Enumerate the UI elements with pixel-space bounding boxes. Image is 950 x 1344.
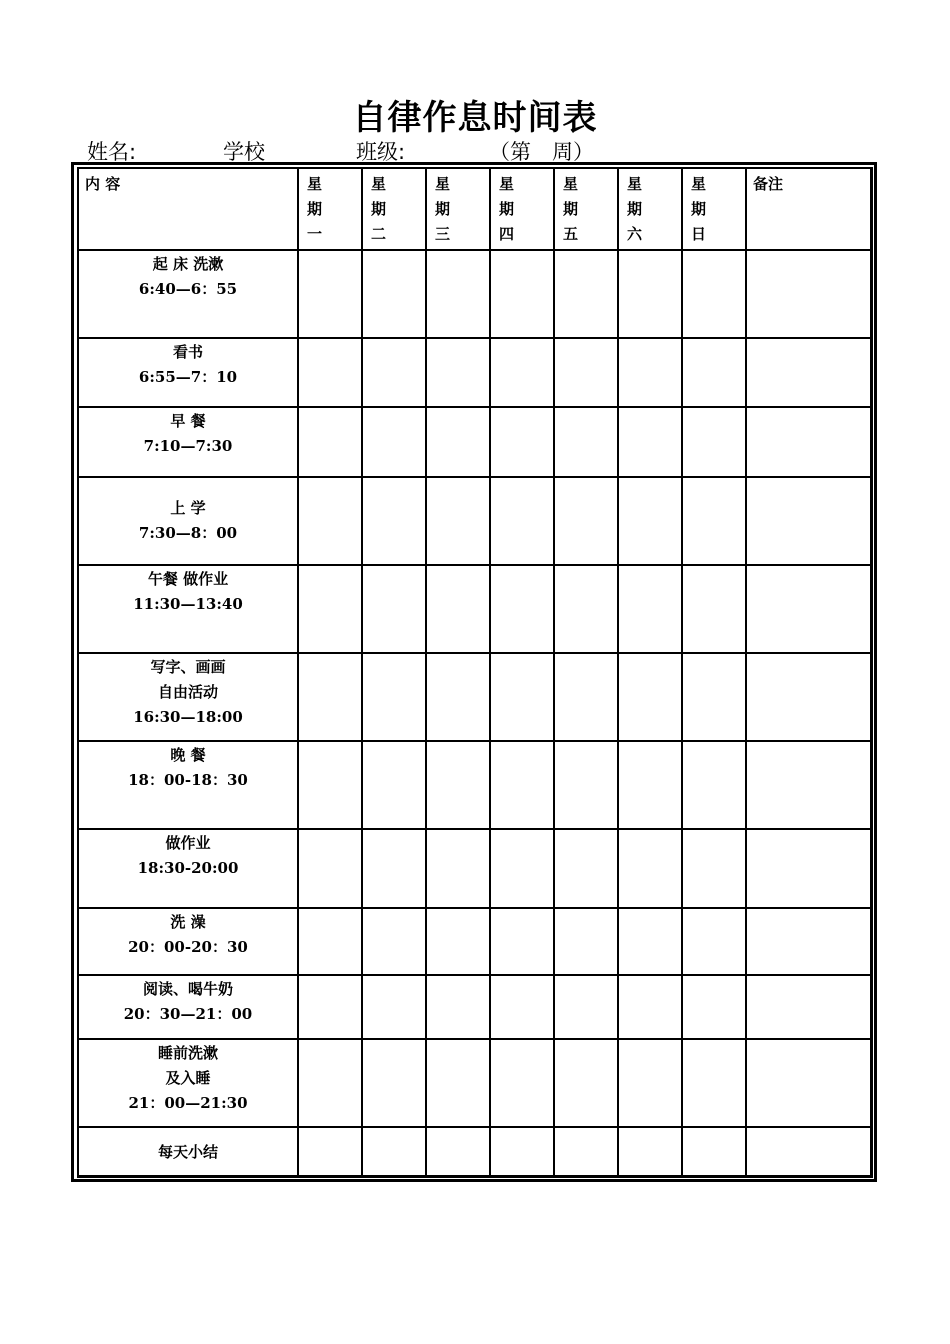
activity-text: 6:40—6：55 [138,280,238,298]
check-cell-tue[interactable] [362,1127,426,1177]
name-label: 姓名: [87,140,137,164]
day-header-tue: 星 期 二 [362,168,426,250]
check-cell-mon[interactable] [298,908,362,975]
notes-cell[interactable] [746,477,872,565]
check-cell-wed[interactable] [426,829,490,908]
table-row [78,1127,872,1177]
activity-cell [78,829,298,908]
check-cell-wed[interactable] [426,1127,490,1177]
check-cell-mon[interactable] [298,477,362,565]
student-info-line [87,136,593,163]
activity-cell [78,407,298,477]
check-cell-wed[interactable] [426,1039,490,1127]
check-cell-tue[interactable] [362,477,426,565]
activity-text: 6:55—7：10 [138,368,238,386]
check-cell-wed[interactable] [426,477,490,565]
check-cell-tue[interactable] [362,407,426,477]
activity-text: 睡前洗漱 [157,1044,218,1062]
table-row [78,653,872,741]
check-cell-thu[interactable] [490,908,554,975]
check-cell-sun[interactable] [682,1127,746,1177]
notes-cell[interactable] [746,565,872,653]
notes-cell[interactable] [746,829,872,908]
check-cell-sun[interactable] [682,565,746,653]
day-header-fri: 星 期 五 [554,168,618,250]
check-cell-fri[interactable] [554,1127,618,1177]
check-cell-mon[interactable] [298,653,362,741]
check-cell-mon[interactable] [298,338,362,407]
check-cell-thu[interactable] [490,407,554,477]
check-cell-fri[interactable] [554,908,618,975]
table-row [78,1039,872,1127]
activity-text: 写字、画画 [150,658,226,676]
check-cell-sat[interactable] [618,829,682,908]
check-cell-fri[interactable] [554,565,618,653]
check-cell-sat[interactable] [618,1127,682,1177]
check-cell-mon[interactable] [298,1127,362,1177]
activity-text: 晚 餐 [170,746,206,764]
check-cell-mon[interactable] [298,1039,362,1127]
activity-cell [78,477,298,565]
check-cell-mon[interactable] [298,565,362,653]
day-header-sun: 星 期 日 [682,168,746,250]
activity-text: 上 学 [170,499,206,517]
activity-text: 午餐 做作业 [147,570,229,588]
header-row [78,168,872,250]
school-label: 学校 [223,140,265,164]
notes-cell[interactable] [746,653,872,741]
check-cell-thu[interactable] [490,1039,554,1127]
activity-text: 阅读、喝牛奶 [142,980,233,998]
notes-cell[interactable] [746,741,872,829]
day-header-sat: 星 期 六 [618,168,682,250]
check-cell-fri[interactable] [554,477,618,565]
check-cell-tue[interactable] [362,250,426,338]
check-cell-thu[interactable] [490,1127,554,1177]
notes-cell[interactable] [746,908,872,975]
activity-text: 做作业 [165,834,211,852]
activity-text: 早 餐 [170,412,206,430]
notes-cell[interactable] [746,338,872,407]
activity-text: 16:30—18:00 [133,708,243,726]
day-header-wed: 星 期 三 [426,168,490,250]
activity-cell [78,908,298,975]
check-cell-sun[interactable] [682,338,746,407]
activity-text: 每天小结 [157,1143,218,1161]
check-cell-sat[interactable] [618,741,682,829]
check-cell-tue[interactable] [362,565,426,653]
page-title: 自律作息时间表 [352,98,598,138]
notes-cell[interactable] [746,250,872,338]
check-cell-fri[interactable] [554,338,618,407]
activity-text: 21：00—21:30 [128,1094,248,1112]
check-cell-wed[interactable] [426,338,490,407]
check-cell-wed[interactable] [426,250,490,338]
check-cell-fri[interactable] [554,741,618,829]
activity-text: 11:30—13:40 [133,595,243,613]
notes-cell[interactable] [746,1127,872,1177]
activity-cell [78,741,298,829]
notes-cell[interactable] [746,407,872,477]
activity-text: 起 床 洗漱 [152,255,224,273]
check-cell-fri[interactable] [554,1039,618,1127]
table-row [78,741,872,829]
activity-cell [78,338,298,407]
activity-text: 7:30—8：00 [138,524,238,542]
day-header-mon: 星 期 一 [298,168,362,250]
check-cell-sun[interactable] [682,407,746,477]
activity-cell [78,975,298,1039]
activity-text: 18：00-18：30 [128,771,248,789]
check-cell-tue[interactable] [362,975,426,1039]
table-row [78,908,872,975]
check-cell-sun[interactable] [682,477,746,565]
check-cell-sun[interactable] [682,975,746,1039]
check-cell-thu[interactable] [490,975,554,1039]
check-cell-wed[interactable] [426,565,490,653]
check-cell-sat[interactable] [618,908,682,975]
notes-header: 备注 [746,168,872,250]
notes-cell[interactable] [746,975,872,1039]
table-row [78,829,872,908]
check-cell-mon[interactable] [298,975,362,1039]
check-cell-fri[interactable] [554,829,618,908]
check-cell-sun[interactable] [682,653,746,741]
content-header: 内 容 [78,168,298,250]
activity-text: 及入睡 [165,1069,211,1087]
check-cell-mon[interactable] [298,407,362,477]
check-cell-wed[interactable] [426,975,490,1039]
check-cell-fri[interactable] [554,653,618,741]
check-cell-tue[interactable] [362,338,426,407]
check-cell-tue[interactable] [362,908,426,975]
check-cell-sat[interactable] [618,407,682,477]
check-cell-sun[interactable] [682,1039,746,1127]
check-cell-sat[interactable] [618,1039,682,1127]
activity-text: 18:30-20:00 [137,859,239,877]
activity-text: 自由活动 [157,683,218,701]
check-cell-fri[interactable] [554,407,618,477]
check-cell-wed[interactable] [426,908,490,975]
activity-cell [78,565,298,653]
notes-cell[interactable] [746,1039,872,1127]
table-row [78,477,872,565]
check-cell-sun[interactable] [682,908,746,975]
check-cell-thu[interactable] [490,829,554,908]
activity-text: 20：30—21：00 [123,1005,253,1023]
activity-text: 看书 [172,343,203,361]
check-cell-thu[interactable] [490,338,554,407]
check-cell-thu[interactable] [490,565,554,653]
check-cell-sun[interactable] [682,829,746,908]
check-cell-thu[interactable] [490,477,554,565]
check-cell-mon[interactable] [298,741,362,829]
activity-cell [78,1039,298,1127]
check-cell-sun[interactable] [682,250,746,338]
table-row [78,975,872,1039]
activity-cell [78,250,298,338]
activity-text: 20：00-20：30 [128,938,248,956]
check-cell-tue[interactable] [362,653,426,741]
check-cell-fri[interactable] [554,250,618,338]
check-cell-mon[interactable] [298,250,362,338]
check-cell-sat[interactable] [618,250,682,338]
table-row [78,565,872,653]
check-cell-tue[interactable] [362,1039,426,1127]
week-label: （第 周） [489,140,594,164]
check-cell-sat[interactable] [618,338,682,407]
check-cell-wed[interactable] [426,653,490,741]
check-cell-sat[interactable] [618,975,682,1039]
class-label: 班级: [356,140,406,164]
check-cell-tue[interactable] [362,741,426,829]
schedule-table [77,167,873,1178]
table-row [78,407,872,477]
check-cell-thu[interactable] [490,653,554,741]
table-row [78,338,872,407]
check-cell-wed[interactable] [426,407,490,477]
check-cell-wed[interactable] [426,741,490,829]
check-cell-sun[interactable] [682,741,746,829]
table-row [78,250,872,338]
check-cell-fri[interactable] [554,975,618,1039]
check-cell-thu[interactable] [490,250,554,338]
check-cell-sat[interactable] [618,653,682,741]
day-header-thu: 星 期 四 [490,168,554,250]
activity-text: 洗 澡 [170,913,206,931]
check-cell-thu[interactable] [490,741,554,829]
activity-cell [78,653,298,741]
check-cell-mon[interactable] [298,829,362,908]
activity-cell [78,1127,298,1177]
check-cell-sat[interactable] [618,565,682,653]
activity-text: 7:10—7:30 [143,437,233,455]
check-cell-sat[interactable] [618,477,682,565]
check-cell-tue[interactable] [362,829,426,908]
